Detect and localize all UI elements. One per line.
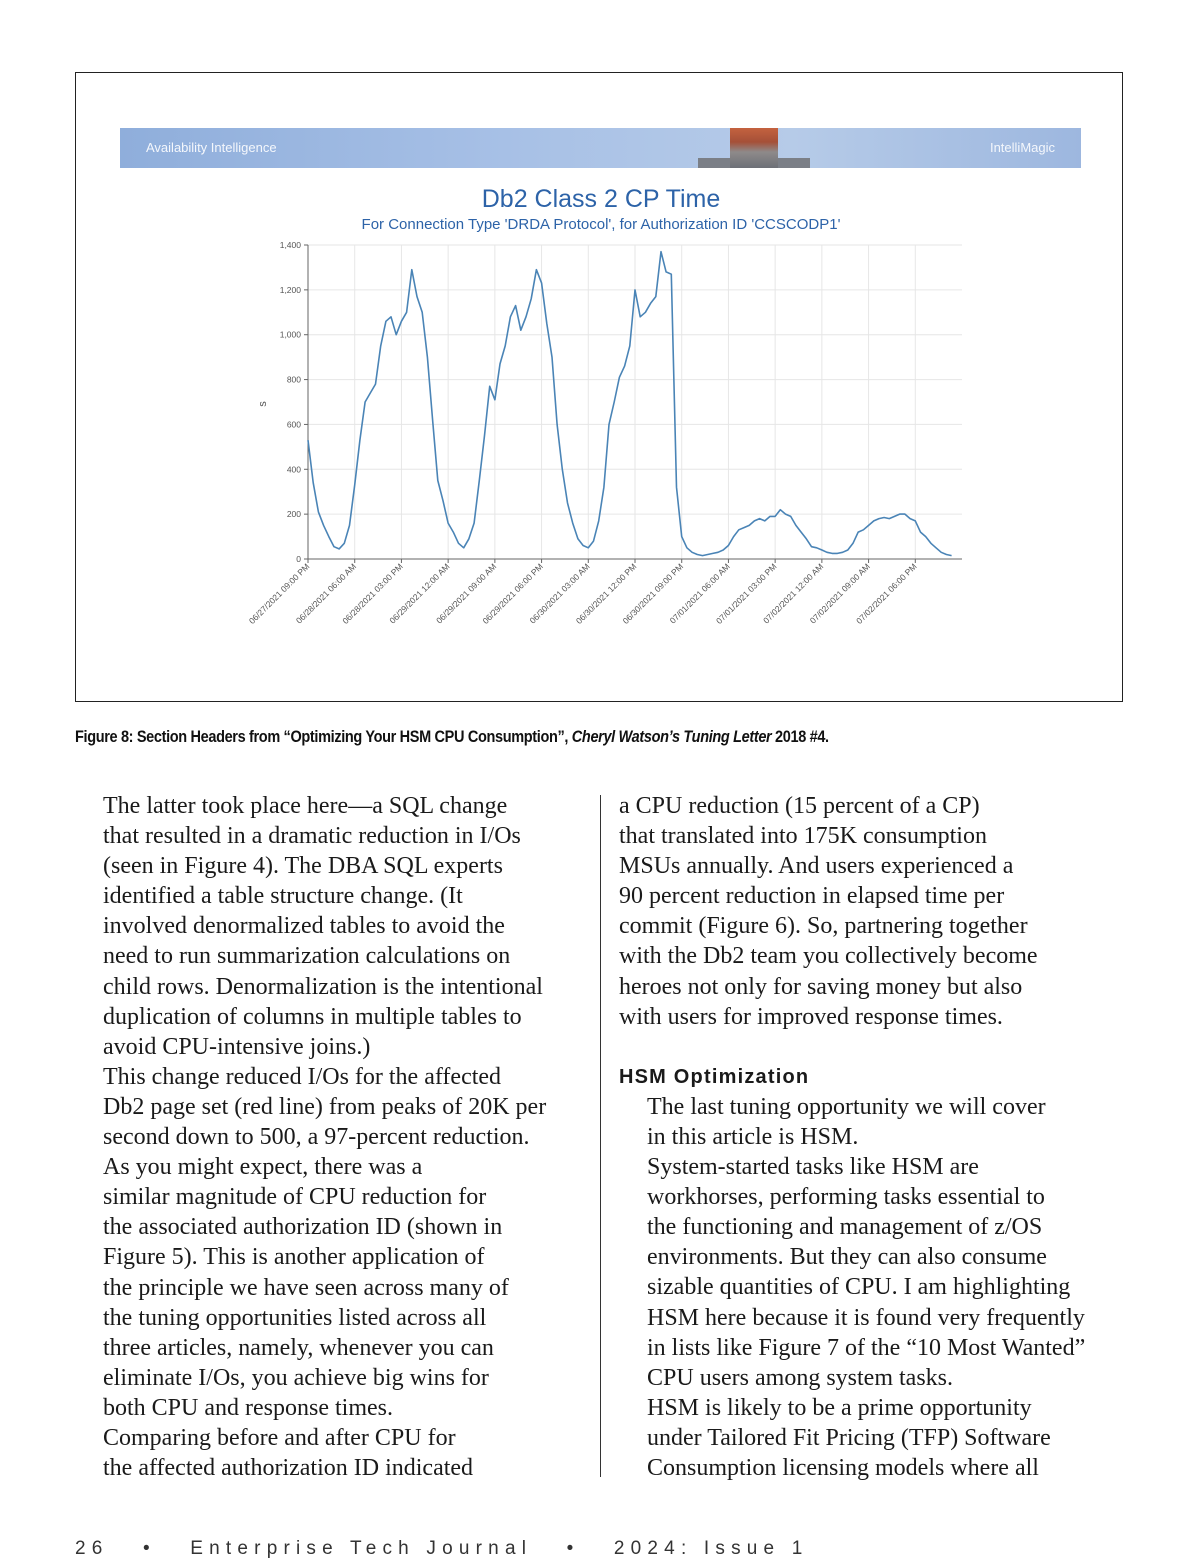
text-line: Comparing before and after CPU for	[103, 1424, 456, 1451]
paragraph	[619, 791, 1119, 1032]
text-line: identified a table structure change. (It	[103, 883, 463, 910]
text-line: both CPU and response times.	[103, 1394, 393, 1421]
x-tick-label: 06/30/2021 03:00 AM	[527, 561, 592, 626]
text-line: Figure 5). This is another application of	[103, 1244, 485, 1271]
x-tick-label: 07/02/2021 06:00 PM	[854, 561, 919, 626]
journal-name: Enterprise Tech Journal	[190, 1538, 533, 1559]
paragraph	[75, 1062, 585, 1152]
right-column	[619, 791, 1119, 1483]
text-line: the associated authorization ID (shown in	[103, 1214, 503, 1241]
banner-left-label: Availability Intelligence	[146, 140, 277, 155]
text-line: sizable quantities of CPU. I am highlighting	[647, 1274, 1071, 1301]
page-footer	[75, 1538, 809, 1560]
y-axis-label: s	[257, 401, 269, 407]
x-tick-label: 06/28/2021 06:00 AM	[293, 561, 359, 626]
text-line: This change reduced I/Os for the affected	[103, 1063, 502, 1090]
paragraph	[75, 791, 585, 1062]
text-line: that translated into 175K consumption	[619, 823, 987, 850]
y-tick-label: 600	[286, 419, 301, 430]
paragraph	[75, 1423, 585, 1483]
text-line: with users for improved response times.	[619, 1003, 1003, 1030]
x-tick-label: 06/27/2021 09:00 PM	[246, 561, 312, 626]
text-line: a CPU reduction (15 percent of a CP)	[619, 793, 980, 819]
paragraph	[619, 1152, 1119, 1393]
text-line: that resulted in a dramatic reduction in I/Os	[103, 823, 521, 850]
x-tick-label: 06/30/2021 12:00 PM	[573, 561, 639, 626]
text-line: workhorses, performing tasks essential to	[647, 1184, 1045, 1211]
text-line: commit (Figure 6). So, partnering together	[619, 913, 1028, 940]
y-tick-label: 800	[286, 374, 301, 385]
text-line: the affected authorization ID indicated	[103, 1455, 474, 1482]
chart-series	[308, 252, 952, 556]
chart-title: Db2 Class 2 CP Time	[481, 185, 721, 213]
figure-caption	[75, 728, 999, 747]
banner-right-label: IntelliMagic	[989, 140, 1055, 155]
figure-frame	[75, 72, 1123, 702]
caption-prefix: Figure 8: Section Headers from “Optimizing Your HSM CPU Consumption”,	[75, 728, 572, 746]
text-line: need to run summarization calculations on	[103, 943, 511, 970]
text-line: in lists like Figure 7 of the “10 Most Wanted”	[647, 1334, 1086, 1361]
text-line: under Tailored Fit Pricing (TFP) Software	[647, 1424, 1051, 1451]
x-tick-label: 07/01/2021 06:00 AM	[667, 561, 732, 626]
text-line: CPU users among system tasks.	[647, 1364, 953, 1391]
text-line: 90 percent reduction in elapsed time per	[619, 883, 1005, 910]
x-tick-label: 06/29/2021 06:00 PM	[480, 561, 545, 626]
text-line: Db2 page set (red line) from peaks of 20K per	[103, 1093, 547, 1120]
x-tick-label: 06/28/2021 03:00 PM	[340, 561, 405, 626]
text-line: avoid CPU-intensive joins.)	[103, 1033, 371, 1060]
issue-label: 2024: Issue 1	[613, 1538, 809, 1559]
x-tick-label: 06/29/2021 12:00 AM	[387, 561, 452, 626]
text-line: heroes not only for saving money but also	[619, 973, 1023, 1000]
text-line: eliminate I/Os, you achieve big wins for	[103, 1364, 489, 1391]
text-line: three articles, namely, whenever you can	[103, 1334, 494, 1361]
text-line: in this article is HSM.	[647, 1123, 859, 1150]
section-heading: HSM Optimization	[619, 1065, 810, 1088]
chart-subtitle: For Connection Type 'DRDA Protocol', for Authorization ID 'CCSCODP1'	[361, 216, 841, 233]
left-column	[75, 791, 585, 1483]
footer-separator: •	[142, 1538, 156, 1559]
text-line: Consumption licensing models where all	[647, 1454, 1039, 1481]
text-line: The latter took place here—a SQL change	[103, 793, 508, 819]
y-tick-label: 1,400	[279, 240, 301, 250]
text-line: the tuning opportunities listed across all	[103, 1304, 487, 1331]
text-line: child rows. Denormalization is the intentional	[103, 973, 543, 1000]
column-divider	[600, 795, 601, 1477]
text-line: duplication of columns in multiple tables to	[103, 1003, 522, 1030]
text-line: second down to 500, a 97-percent reduction.	[103, 1124, 530, 1151]
text-line: environments. But they can also consume	[647, 1244, 1047, 1271]
text-line: involved denormalized tables to avoid the	[103, 913, 505, 940]
paragraph	[619, 1393, 1119, 1483]
x-tick-label: 07/02/2021 09:00 AM	[807, 561, 872, 626]
footer-separator: •	[566, 1538, 580, 1559]
caption-italic: Cheryl Watson’s Tuning Letter	[571, 728, 772, 746]
text-line: HSM here because it is found very frequently	[647, 1304, 1085, 1331]
y-tick-label: 1,200	[279, 284, 301, 295]
y-tick-label: 1,000	[279, 329, 301, 340]
text-line: The last tuning opportunity we will cover	[647, 1093, 1046, 1120]
paragraph	[75, 1152, 585, 1423]
line-chart	[76, 73, 1122, 701]
x-tick-label: 06/30/2021 09:00 PM	[620, 561, 686, 626]
x-tick-label: 07/01/2021 03:00 PM	[714, 561, 779, 626]
chart-axes	[247, 240, 962, 626]
text-line: with the Db2 team you collectively become	[619, 943, 1038, 970]
series-line-cp-time	[308, 252, 952, 556]
text-line: (seen in Figure 4). The DBA SQL experts	[103, 853, 503, 880]
y-tick-label: 200	[286, 509, 301, 520]
text-line: the principle we have seen across many of	[103, 1274, 509, 1301]
text-line: similar magnitude of CPU reduction for	[103, 1184, 487, 1211]
text-line: HSM is likely to be a prime opportunity	[647, 1394, 1032, 1421]
x-tick-label: 07/02/2021 12:00 AM	[761, 561, 826, 626]
text-line: the functioning and management of z/OS	[647, 1214, 1043, 1241]
caption-suffix: 2018 #4.	[771, 728, 829, 746]
paragraph	[619, 1092, 1119, 1152]
text-line: MSUs annually. And users experienced a	[619, 853, 1014, 880]
x-tick-label: 06/29/2021 09:00 AM	[434, 561, 499, 626]
text-line: System-started tasks like HSM are	[647, 1154, 979, 1181]
y-tick-label: 0	[296, 554, 301, 564]
y-tick-label: 400	[286, 464, 301, 475]
text-line: As you might expect, there was a	[103, 1154, 423, 1181]
page-number: 26	[75, 1538, 109, 1559]
